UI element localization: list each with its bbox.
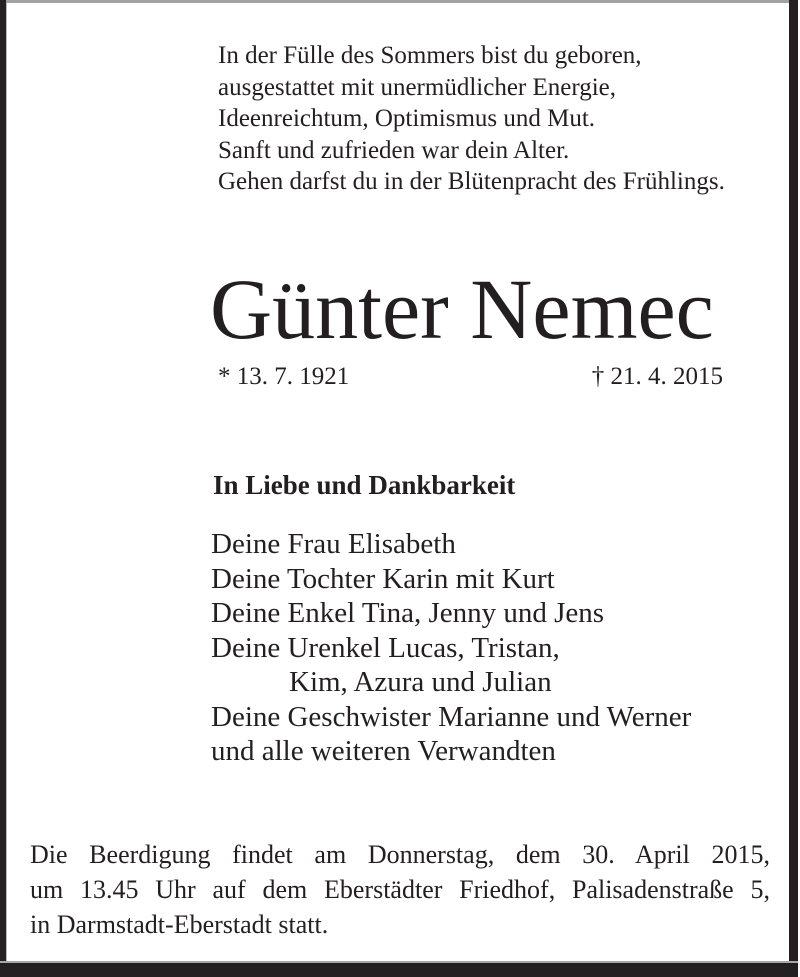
mourner-line: Deine Tochter Karin mit Kurt	[211, 562, 555, 595]
top-rule	[6, 0, 792, 3]
deceased-name: Günter Nemec	[210, 261, 714, 357]
opening-verse	[218, 40, 725, 198]
mourner-line: und alle weiteren Verwandten	[211, 735, 556, 767]
mourner-line: Deine Frau Elisabeth	[211, 528, 456, 560]
funeral-line: um 13.45 Uhr auf dem Eberstädter Friedhof, Palisadenstraße 5,	[30, 875, 770, 904]
life-dates	[218, 362, 723, 392]
verse-line: Ideenreichtum, Optimismus und Mut.	[218, 105, 596, 132]
mourner-line: Kim, Azura und Julian	[289, 666, 552, 698]
tribute-heading: In Liebe und Dankbarkeit	[213, 470, 516, 500]
funeral-line: in Darmstadt-Eberstadt statt.	[30, 910, 329, 939]
verse-line: In der Fülle des Sommers bist du geboren,	[218, 42, 642, 69]
mourner-line: Deine Geschwister Marianne und Werner	[211, 700, 692, 733]
mourner-line: Deine Urenkel Lucas, Tristan,	[211, 631, 560, 664]
right-frame-bar	[789, 0, 798, 977]
left-inner-hairline	[6, 3, 7, 961]
verse-line: Gehen darfst du in der Blütenpracht des Frühlings.	[218, 168, 725, 195]
death-date: † 21. 4. 2015	[591, 363, 723, 390]
funeral-announcement	[30, 837, 770, 942]
funeral-line: Die Beerdigung findet am Donnerstag, dem 30. April 2015,	[30, 840, 770, 869]
verse-line: ausgestattet mit unermüdlicher Energie,	[218, 73, 617, 101]
mourner-line: Deine Enkel Tina, Jenny und Jens	[211, 597, 605, 629]
verse-line: Sanft und zufrieden war dein Alter.	[218, 136, 570, 164]
bottom-frame-bar	[0, 963, 798, 977]
birth-date: * 13. 7. 1921	[218, 363, 350, 390]
mourners-list	[211, 527, 691, 769]
